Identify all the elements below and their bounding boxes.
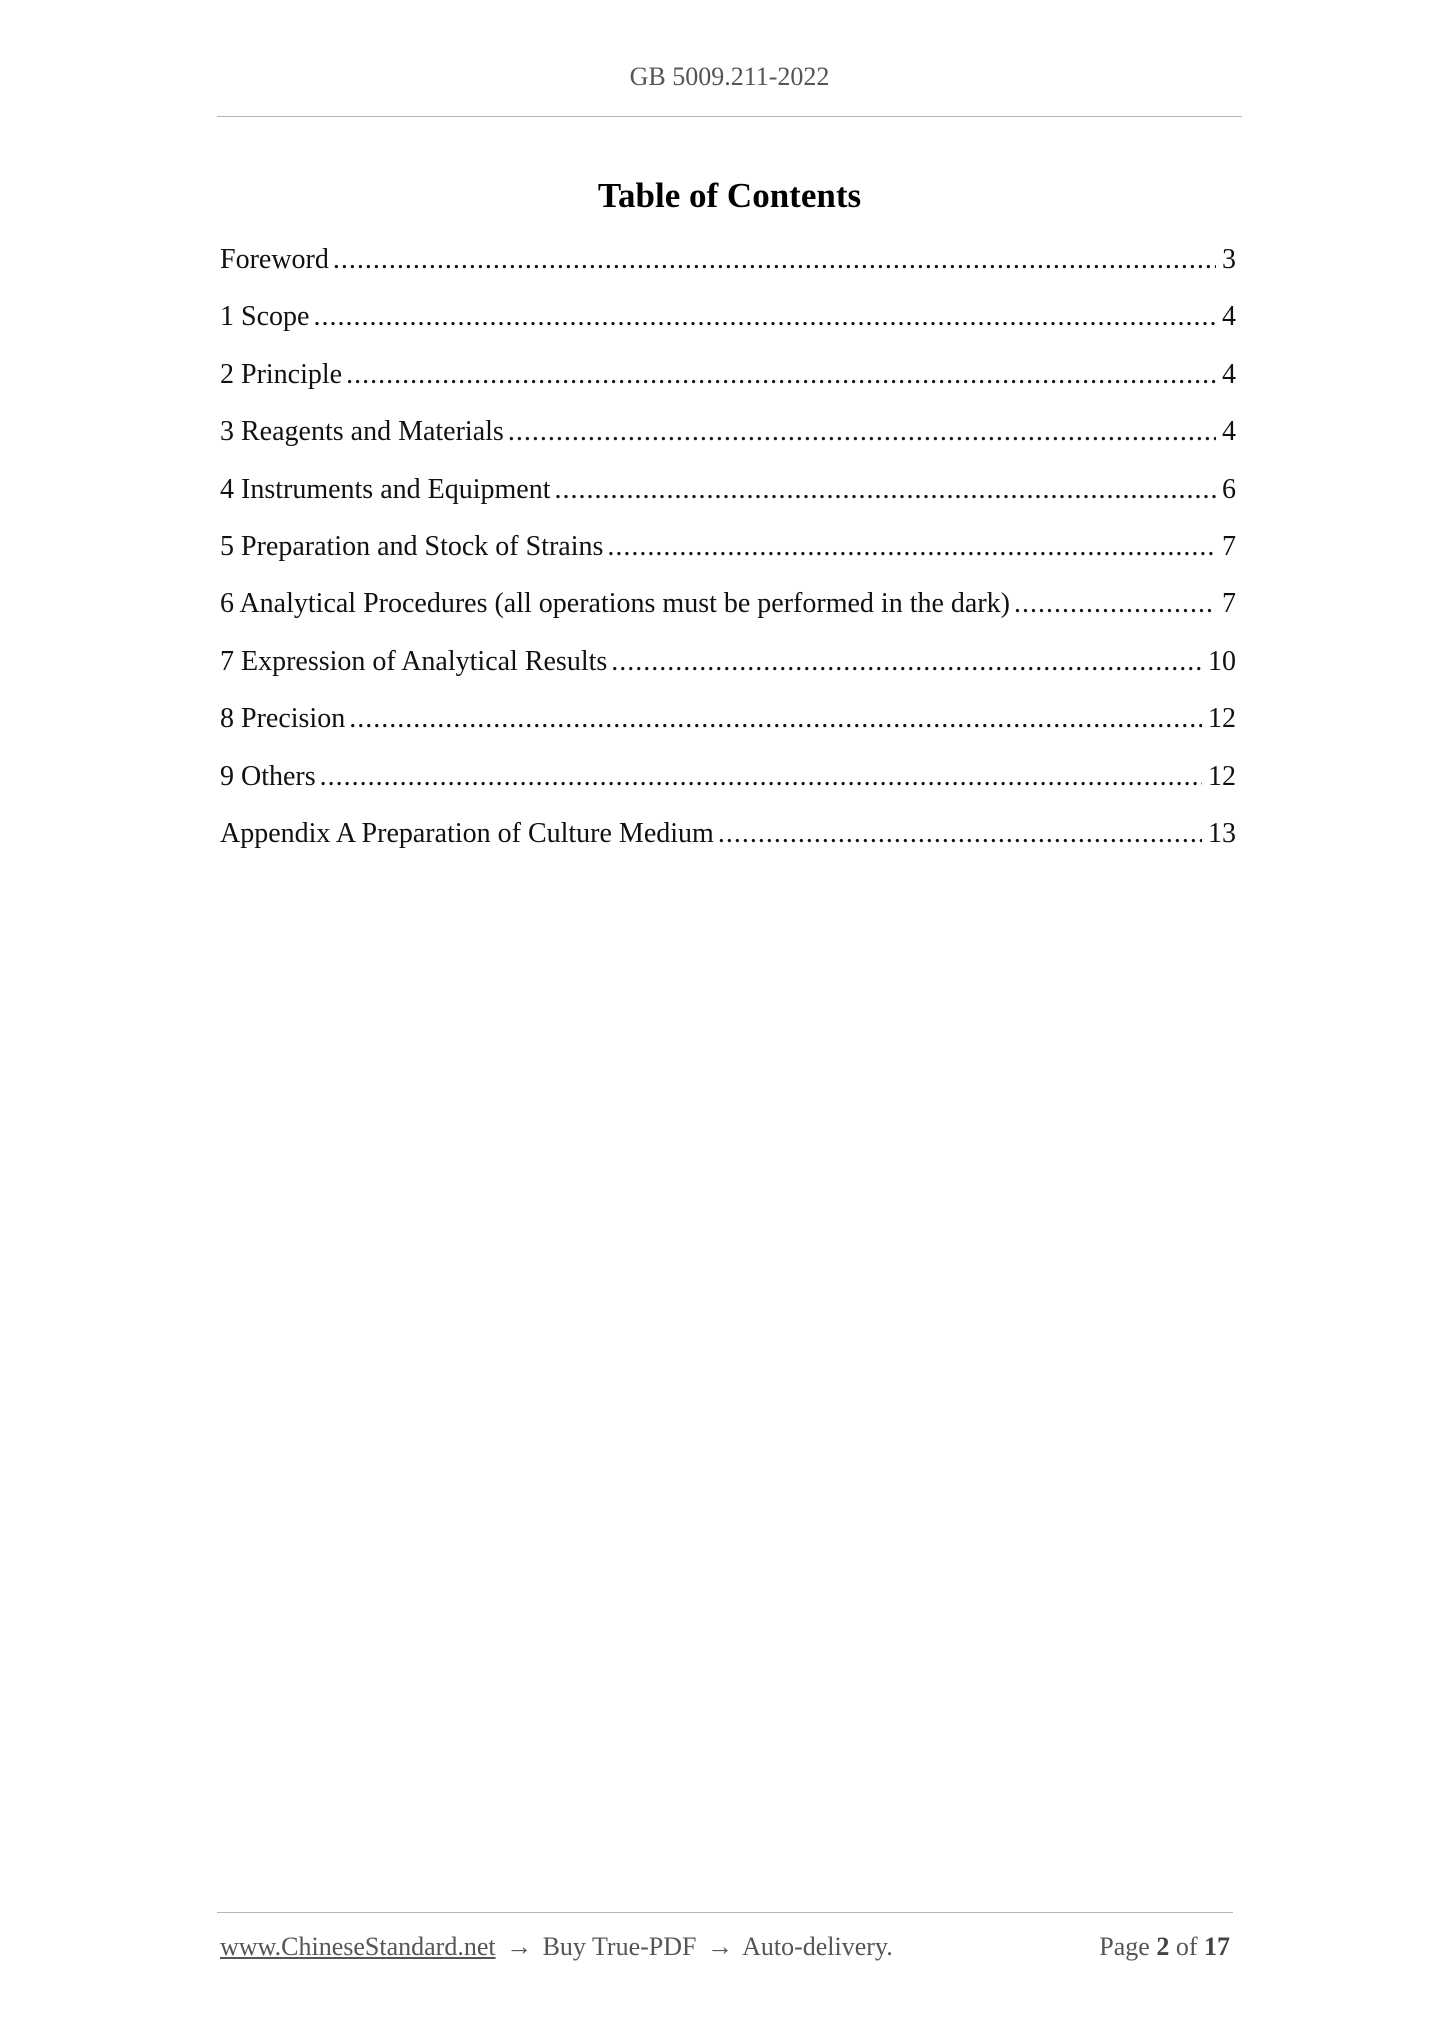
toc-dot-leader xyxy=(508,416,1216,448)
of-word: of xyxy=(1175,1932,1198,1961)
footer-promo xyxy=(220,1932,893,1962)
arrow-right-icon: → xyxy=(707,1932,733,1961)
footer-step-delivery: Auto-delivery. xyxy=(742,1932,893,1961)
toc-entry-page: 10 xyxy=(1208,645,1236,677)
toc-entry-page: 4 xyxy=(1222,416,1236,448)
toc-entry-label: 3 Reagents and Materials xyxy=(220,416,504,448)
toc-entry-label: 2 Principle xyxy=(220,358,343,390)
toc-entry-page: 4 xyxy=(1222,301,1236,333)
toc-entry-strains[interactable] xyxy=(220,531,1236,588)
toc-entry-label: 9 Others xyxy=(220,760,316,792)
toc-entry-reagents[interactable] xyxy=(220,416,1236,473)
toc-dot-leader xyxy=(611,646,1202,678)
current-page-number: 2 xyxy=(1156,1932,1170,1961)
arrow-right-icon: → xyxy=(506,1932,533,1961)
total-page-count: 17 xyxy=(1204,1932,1230,1961)
toc-entry-label: 5 Preparation and Stock of Strains xyxy=(220,530,604,562)
toc-entry-page: 12 xyxy=(1208,760,1236,792)
toc-entry-instruments[interactable] xyxy=(220,474,1236,531)
toc-dot-leader xyxy=(718,818,1202,850)
toc-entry-label: 8 Precision xyxy=(220,703,346,735)
toc-entry-label: 6 Analytical Procedures (all operations must be performed in the dark) xyxy=(220,588,1010,620)
toc-dot-leader xyxy=(313,301,1216,333)
toc-entry-page: 6 xyxy=(1222,473,1236,505)
toc-entry-label: Foreword xyxy=(220,244,329,275)
toc-entry-results[interactable] xyxy=(220,646,1236,703)
toc-entry-others[interactable] xyxy=(220,761,1236,818)
toc-entry-principle[interactable] xyxy=(220,359,1236,416)
footer-step-buy: Buy True-PDF xyxy=(542,1932,697,1961)
toc-entry-page: 7 xyxy=(1222,588,1236,620)
toc-dot-leader xyxy=(333,244,1216,276)
toc-dot-leader xyxy=(1014,588,1216,620)
toc-entry-scope[interactable] xyxy=(220,301,1236,358)
toc-title: Table of Contents xyxy=(597,176,862,215)
page-header-doc-id: GB 5009.211-2022 xyxy=(629,62,830,91)
page-word: Page xyxy=(1099,1932,1150,1961)
page-number xyxy=(1099,1932,1230,1962)
toc-dot-leader xyxy=(607,531,1216,563)
toc-entry-page: 7 xyxy=(1222,530,1236,562)
website-link[interactable]: www.ChineseStandard.net xyxy=(220,1932,496,1961)
toc-list xyxy=(220,244,1236,875)
header-divider xyxy=(217,116,1242,117)
toc-entry-label: 1 Scope xyxy=(220,301,310,333)
toc-entry-label: 7 Expression of Analytical Results xyxy=(220,645,608,677)
toc-dot-leader xyxy=(346,359,1216,391)
toc-entry-label: Appendix A Preparation of Culture Medium xyxy=(220,817,714,849)
toc-entry-page: 12 xyxy=(1208,703,1236,735)
toc-entry-foreword[interactable] xyxy=(220,244,1236,301)
toc-entry-precision[interactable] xyxy=(220,703,1236,760)
toc-entry-page: 13 xyxy=(1208,817,1236,849)
toc-dot-leader xyxy=(349,703,1202,735)
toc-entry-procedures[interactable] xyxy=(220,588,1236,645)
toc-entry-page: 3 xyxy=(1222,244,1236,275)
toc-entry-appendix-a[interactable] xyxy=(220,818,1236,875)
toc-dot-leader xyxy=(320,761,1202,793)
footer-divider xyxy=(217,1912,1233,1913)
toc-entry-page: 4 xyxy=(1222,358,1236,390)
toc-dot-leader xyxy=(555,474,1216,506)
toc-entry-label: 4 Instruments and Equipment xyxy=(220,473,551,505)
